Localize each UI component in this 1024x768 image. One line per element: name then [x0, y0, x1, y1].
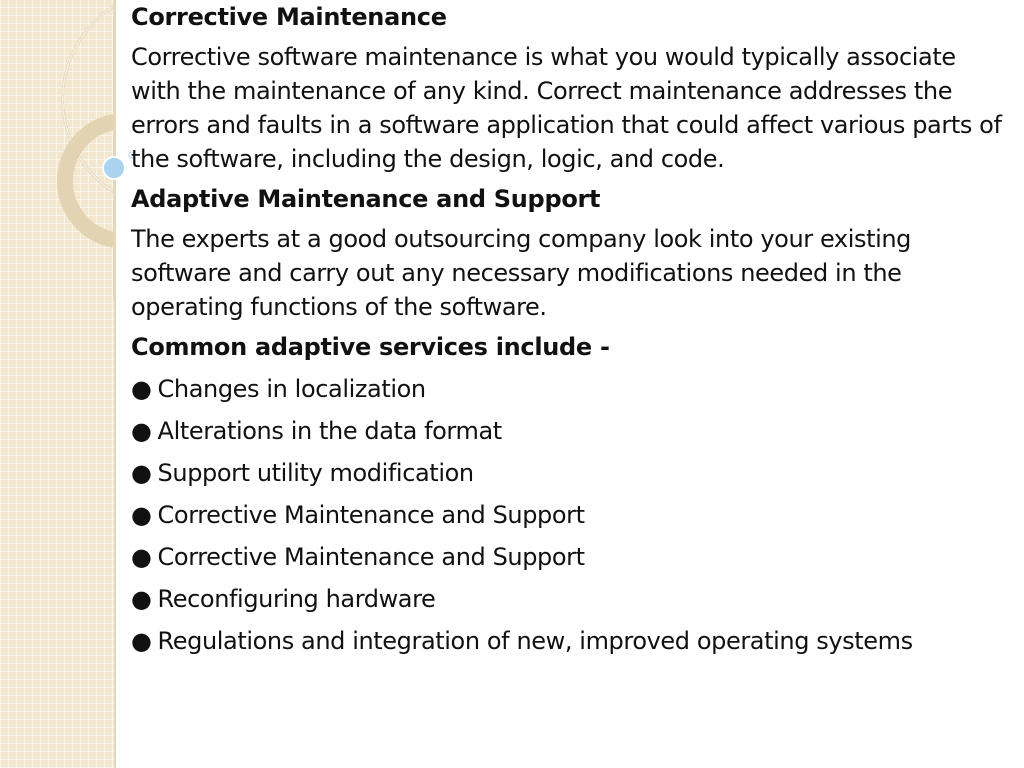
bullet-icon: ● — [131, 543, 152, 571]
small-thick-ring — [65, 122, 114, 240]
bullet-icon: ● — [131, 627, 152, 655]
bullet-icon: ● — [131, 417, 152, 445]
list-item: ● Corrective Maintenance and Support — [131, 543, 585, 571]
list-item: ● Reconfiguring hardware — [131, 585, 436, 613]
list-item: ● Changes in localization — [131, 375, 426, 403]
list-item: ● Support utility modification — [131, 459, 474, 487]
section-heading-adaptive: Adaptive Maintenance and Support — [131, 185, 601, 213]
list-item: ● Regulations and integration of new, improved operating systems — [131, 627, 913, 655]
services-heading: Common adaptive services include - — [131, 333, 610, 361]
slide-content — [131, 0, 1011, 666]
section-heading-corrective: Corrective Maintenance — [131, 3, 447, 31]
list-item: ● Alterations in the data format — [131, 417, 502, 445]
bullet-icon: ● — [131, 501, 152, 529]
section-paragraph-adaptive: The experts at a good outsourcing company look into your existing software and carry out any necessary modifications needed in the operating functions of the software. — [131, 225, 911, 321]
section-paragraph-corrective: Corrective software maintenance is what you would typically associate with the maintenance of any kind. Correct maintenance addresses the errors and faults in a software application that could affect various parts of the software, including the design, logic, and code. — [131, 43, 1002, 173]
bullet-icon: ● — [131, 375, 152, 403]
bullet-icon: ● — [131, 459, 152, 487]
services-list — [131, 372, 1011, 658]
bullet-icon: ● — [131, 585, 152, 613]
list-item: ● Corrective Maintenance and Support — [131, 501, 585, 529]
accent-dot-icon — [103, 157, 125, 179]
